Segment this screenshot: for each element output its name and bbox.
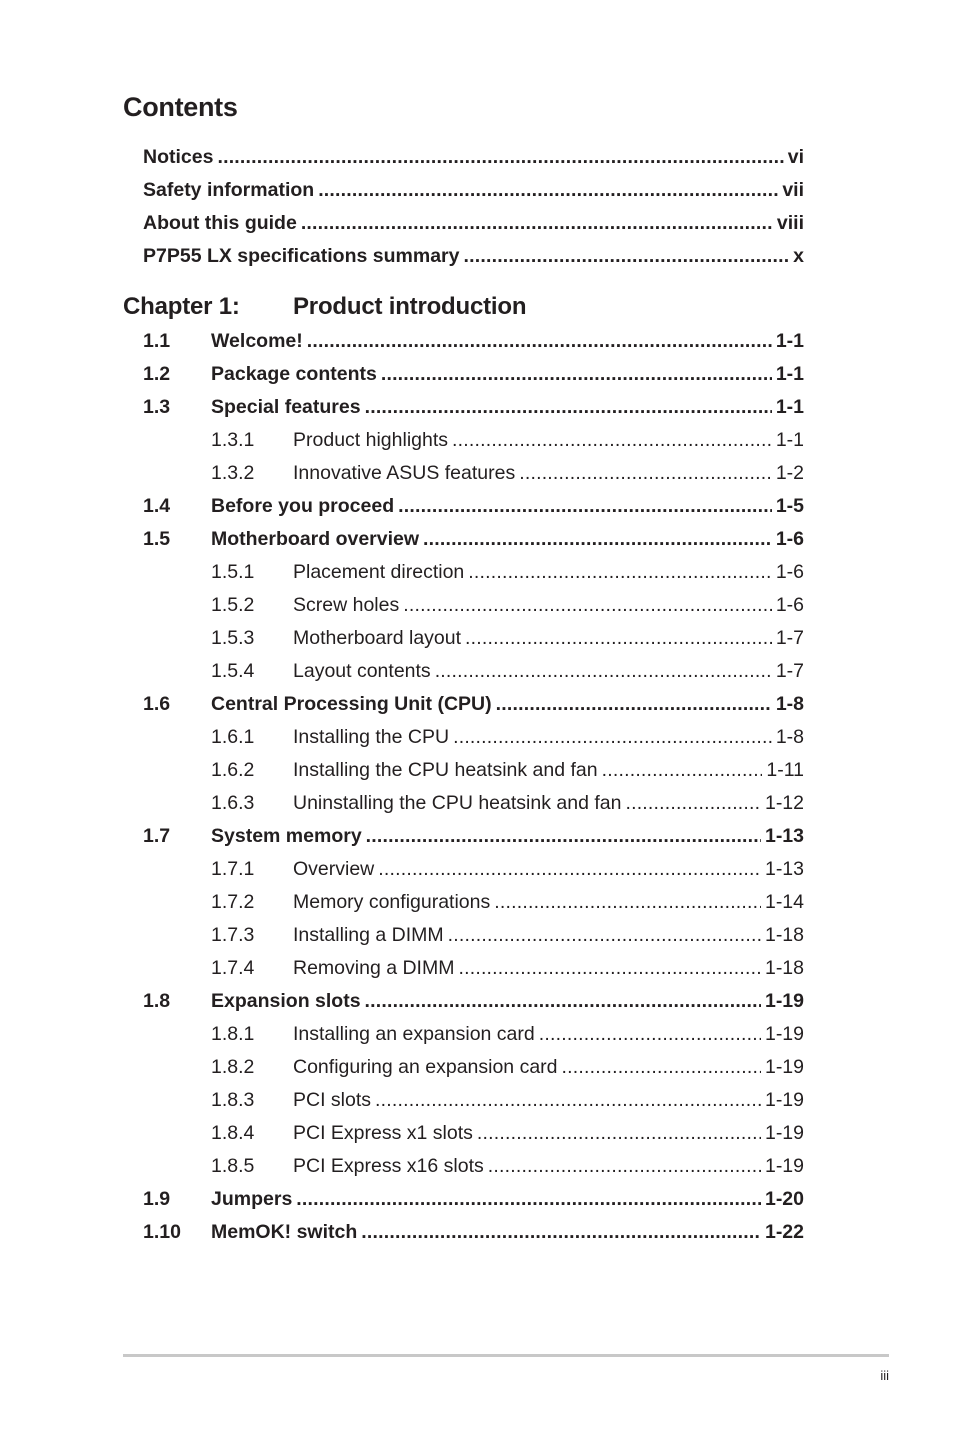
- dot-leader: [465, 622, 772, 655]
- toc-entry-page: 1-19: [764, 990, 804, 1012]
- toc-entry-number: 1.7.3: [211, 924, 255, 946]
- toc-entry-title: Expansion slots: [211, 990, 361, 1012]
- dot-leader: [458, 952, 761, 985]
- dot-leader: [375, 1084, 761, 1117]
- toc-entry-number: 1.5.3: [211, 627, 255, 649]
- toc-entry-page: x: [793, 245, 804, 267]
- toc-subsection-entry[interactable]: [143, 754, 804, 787]
- toc-entry-page: 1-18: [764, 924, 804, 946]
- dot-leader: [365, 391, 772, 424]
- dot-leader: [562, 1051, 761, 1084]
- toc-entry-title: Product highlights: [293, 429, 449, 451]
- dot-leader: [453, 721, 772, 754]
- toc-subsection-entry[interactable]: [143, 787, 804, 820]
- toc-entry-title: Innovative ASUS features: [293, 462, 516, 484]
- toc-entry-number: 1.8.1: [211, 1023, 255, 1045]
- toc-entry-page: 1-12: [764, 792, 804, 814]
- dot-leader: [381, 358, 772, 391]
- toc-entry-page: 1-1: [775, 330, 804, 352]
- dot-leader: [365, 985, 761, 1018]
- dot-leader: [366, 820, 761, 853]
- toc-entry-page: 1-6: [775, 594, 804, 616]
- toc-entry-page: 1-5: [775, 495, 804, 517]
- toc-entry-page: 1-19: [764, 1089, 804, 1111]
- toc-entry-page: vi: [787, 146, 804, 168]
- toc-entry-number: 1.6.2: [211, 759, 255, 781]
- dot-leader: [539, 1018, 761, 1051]
- toc-entry-page: 1-8: [775, 726, 804, 748]
- toc-section-entry[interactable]: [143, 820, 804, 853]
- dot-leader: [602, 754, 763, 787]
- toc-entry-page: 1-7: [775, 627, 804, 649]
- toc-entry-page: 1-13: [764, 825, 804, 847]
- toc-subsection-entry[interactable]: [143, 886, 804, 919]
- toc-entry-title: Welcome!: [211, 330, 303, 352]
- toc-entry-title: Motherboard layout: [293, 627, 462, 649]
- toc-entry-title: Safety information: [143, 179, 315, 201]
- toc-entry-title: Installing a DIMM: [293, 924, 444, 946]
- toc-entry-number: 1.7.4: [211, 957, 255, 979]
- toc-section-entry[interactable]: [143, 490, 804, 523]
- toc-entry-title: About this guide: [143, 212, 297, 234]
- toc-entry-page: 1-19: [764, 1155, 804, 1177]
- toc-section-entry[interactable]: [143, 391, 804, 424]
- toc-entry-title: Motherboard overview: [211, 528, 420, 550]
- dot-leader: [477, 1117, 761, 1150]
- toc-entry-title: Installing an expansion card: [293, 1023, 535, 1045]
- toc-entry-page: 1-2: [775, 462, 804, 484]
- toc-subsection-entry[interactable]: [143, 457, 804, 490]
- toc-entry-page: 1-19: [764, 1056, 804, 1078]
- dot-leader: [463, 240, 789, 273]
- chapter-entries-list: [143, 325, 804, 1249]
- toc-entry-page: 1-20: [764, 1188, 804, 1210]
- toc-entry-title: PCI slots: [293, 1089, 372, 1111]
- toc-entry-title: Package contents: [211, 363, 377, 385]
- dot-leader: [301, 207, 773, 240]
- toc-entry-number: 1.6.3: [211, 792, 255, 814]
- toc-entry-page: 1-1: [775, 396, 804, 418]
- dot-leader: [468, 556, 772, 589]
- dot-leader: [398, 490, 772, 523]
- toc-subsection-entry[interactable]: [143, 721, 804, 754]
- toc-entry-page: 1-19: [764, 1023, 804, 1045]
- toc-section-entry[interactable]: [143, 1183, 804, 1216]
- page-number: iii: [880, 1368, 889, 1383]
- chapter-heading: [123, 289, 804, 325]
- toc-entry-title: PCI Express x16 slots: [293, 1155, 484, 1177]
- toc-entry-number: 1.3: [143, 396, 171, 418]
- toc-subsection-entry[interactable]: [143, 1084, 804, 1117]
- toc-subsection-entry[interactable]: [143, 556, 804, 589]
- toc-entry-page: 1-6: [775, 561, 804, 583]
- toc-entry-title: PCI Express x1 slots: [293, 1122, 473, 1144]
- dot-leader: [488, 1150, 761, 1183]
- toc-entry-number: 1.3.1: [211, 429, 255, 451]
- toc-entry-number: 1.6: [143, 693, 171, 715]
- toc-entry-number: 1.8: [143, 990, 171, 1012]
- toc-entry-number: 1.10: [143, 1221, 181, 1243]
- toc-entry-title: MemOK! switch: [211, 1221, 358, 1243]
- dot-leader: [496, 688, 772, 721]
- front-matter-entry[interactable]: [143, 207, 804, 240]
- toc-section-entry[interactable]: [143, 523, 804, 556]
- page-title: Contents: [123, 92, 238, 122]
- chapter-title: Product introduction: [293, 293, 527, 320]
- toc-entry-number: 1.5: [143, 528, 171, 550]
- toc-section-entry[interactable]: [143, 358, 804, 391]
- toc-entry-number: 1.8.2: [211, 1056, 255, 1078]
- toc-entry-title: Special features: [211, 396, 361, 418]
- dot-leader: [307, 325, 772, 358]
- toc-entry-page: vii: [782, 179, 804, 201]
- toc-entry-number: 1.6.1: [211, 726, 255, 748]
- toc-entry-title: Removing a DIMM: [293, 957, 455, 979]
- toc-entry-title: Overview: [293, 858, 375, 880]
- toc-section-entry[interactable]: [143, 985, 804, 1018]
- toc-section-entry[interactable]: [143, 325, 804, 358]
- dot-leader: [403, 589, 772, 622]
- dot-leader: [361, 1216, 761, 1249]
- dot-leader: [452, 424, 772, 457]
- toc-subsection-entry[interactable]: [143, 424, 804, 457]
- dot-leader: [448, 919, 761, 952]
- toc-entry-number: 1.2: [143, 363, 171, 385]
- front-matter-list: [143, 141, 804, 273]
- toc-entry-title: Layout contents: [293, 660, 431, 682]
- toc-entry-number: 1.7: [143, 825, 171, 847]
- toc-entry-page: 1-13: [764, 858, 804, 880]
- toc-subsection-entry[interactable]: [143, 589, 804, 622]
- toc-section-entry[interactable]: [143, 1216, 804, 1249]
- toc-subsection-entry[interactable]: [143, 622, 804, 655]
- toc-entry-page: 1-22: [764, 1221, 804, 1243]
- dot-leader: [318, 174, 778, 207]
- dot-leader: [378, 853, 761, 886]
- toc-subsection-entry[interactable]: [143, 655, 804, 688]
- toc-entry-page: 1-19: [764, 1122, 804, 1144]
- dot-leader: [625, 787, 761, 820]
- toc-entry-title: Notices: [143, 146, 214, 168]
- toc-entry-page: 1-6: [775, 528, 804, 550]
- toc-entry-title: Memory configurations: [293, 891, 491, 913]
- toc-entry-page: 1-8: [775, 693, 804, 715]
- toc-subsection-entry[interactable]: [143, 1150, 804, 1183]
- toc-entry-page: 1-14: [764, 891, 804, 913]
- dot-leader: [435, 655, 772, 688]
- toc-entry-number: 1.1: [143, 330, 171, 352]
- toc-entry-number: 1.8.5: [211, 1155, 255, 1177]
- toc-entry-title: Installing the CPU: [293, 726, 450, 748]
- dot-leader: [217, 141, 783, 174]
- toc-section-entry[interactable]: [143, 688, 804, 721]
- toc-entry-title: Jumpers: [211, 1188, 293, 1210]
- toc-entry-title: Uninstalling the CPU heatsink and fan: [293, 792, 622, 814]
- toc-subsection-entry[interactable]: [143, 1051, 804, 1084]
- toc-subsection-entry[interactable]: [143, 853, 804, 886]
- toc-entry-title: Placement direction: [293, 561, 465, 583]
- dot-leader: [494, 886, 761, 919]
- toc-entry-number: 1.8.4: [211, 1122, 255, 1144]
- front-matter-entry[interactable]: [143, 174, 804, 207]
- toc-entry-title: Configuring an expansion card: [293, 1056, 558, 1078]
- toc-entry-number: 1.5.4: [211, 660, 255, 682]
- toc-entry-number: 1.5.2: [211, 594, 255, 616]
- toc-entry-title: Before you proceed: [211, 495, 395, 517]
- dot-leader: [423, 523, 772, 556]
- toc-entry-page: 1-7: [775, 660, 804, 682]
- toc-entry-title: P7P55 LX specifications summary: [143, 245, 460, 267]
- toc-entry-number: 1.7.2: [211, 891, 255, 913]
- toc-entry-number: 1.3.2: [211, 462, 255, 484]
- toc-entry-title: Central Processing Unit (CPU): [211, 693, 492, 715]
- toc-entry-page: 1-1: [775, 363, 804, 385]
- toc-subsection-entry[interactable]: [143, 919, 804, 952]
- toc-entry-number: 1.8.3: [211, 1089, 255, 1111]
- toc-subsection-entry[interactable]: [143, 952, 804, 985]
- toc-entry-number: 1.5.1: [211, 561, 255, 583]
- toc-entry-number: 1.4: [143, 495, 171, 517]
- toc-entry-page: 1-11: [766, 759, 804, 781]
- toc-entry-number: 1.9: [143, 1188, 171, 1210]
- toc-entry-page: viii: [776, 212, 804, 234]
- dot-leader: [519, 457, 772, 490]
- toc-subsection-entry[interactable]: [143, 1018, 804, 1051]
- front-matter-entry[interactable]: [143, 141, 804, 174]
- front-matter-entry[interactable]: [143, 240, 804, 273]
- toc-entry-title: Screw holes: [293, 594, 400, 616]
- footer-divider: [123, 1354, 889, 1357]
- toc-entry-number: 1.7.1: [211, 858, 255, 880]
- toc-entry-title: System memory: [211, 825, 362, 847]
- toc-entry-page: 1-18: [764, 957, 804, 979]
- toc-subsection-entry[interactable]: [143, 1117, 804, 1150]
- dot-leader: [296, 1183, 761, 1216]
- toc-entry-page: 1-1: [775, 429, 804, 451]
- toc-entry-title: Installing the CPU heatsink and fan: [293, 759, 598, 781]
- chapter-label: Chapter 1:: [123, 293, 240, 320]
